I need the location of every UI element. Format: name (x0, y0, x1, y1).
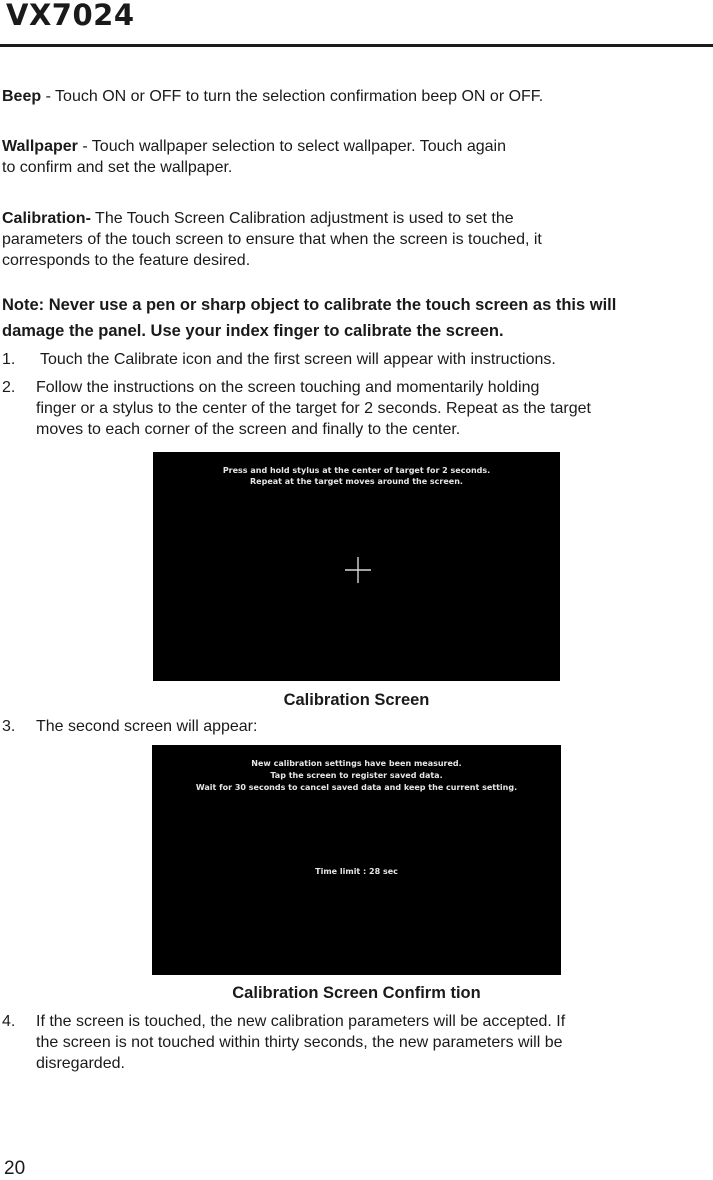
calibration-screen-caption: Calibration Screen (283, 691, 430, 709)
step-text-line: If the screen is touched, the new calibration parameters will be accepted. If (36, 1013, 566, 1030)
step-text-line: the screen is not touched within thirty seconds, the new parameters will be (36, 1034, 563, 1051)
screenshot-instruction-1: Press and hold stylus at the center of target for 2 seconds. (222, 466, 491, 475)
step-text-line: Follow the instructions on the screen touching and momentarily holding (36, 379, 540, 396)
wallpaper-text-2: to confirm and set the wallpaper. (2, 159, 233, 176)
crosshair-target-icon (345, 557, 371, 583)
screenshot-time-limit: Time limit : 28 sec (315, 867, 398, 876)
header-rule (0, 44, 713, 47)
note-line-2: damage the panel. Use your index finger to calibrate the screen. (2, 322, 504, 340)
screenshot-instruction-2: Repeat at the target moves around the screen. (250, 477, 463, 486)
beep-text: - Touch ON or OFF to turn the selection confirmation beep ON or OFF. (41, 88, 544, 105)
step-4 (2, 1011, 712, 1074)
page-number: 20 (4, 1158, 26, 1179)
confirmation-screenshot (152, 745, 561, 975)
screenshot-confirm-line-2: Tap the screen to register saved data. (270, 771, 443, 780)
step-number: 3. (2, 718, 16, 735)
step-text-line: finger or a stylus to the center of the target for 2 seconds. Repeat as the target (36, 400, 591, 417)
beep-term: Beep (2, 88, 42, 105)
step-number: 4. (2, 1013, 16, 1030)
calibration-text-1: The Touch Screen Calibration adjustment is used to set the (90, 210, 514, 227)
wallpaper-text-1: - Touch wallpaper selection to select wallpaper. Touch again (77, 138, 506, 155)
screenshot-confirm-line-1: New calibration settings have been measured. (251, 759, 462, 768)
calibration-text-2: parameters of the touch screen to ensure that when the screen is touched, it (2, 231, 542, 248)
screenshot-confirm-line-3: Wait for 30 seconds to cancel saved data and keep the current setting. (195, 783, 518, 792)
calibration-term: Calibration- (2, 210, 91, 227)
wallpaper-term: Wallpaper (2, 138, 78, 155)
confirmation-screen-caption: Calibration Screen Confirm tion (232, 984, 481, 1002)
model-title: VX7024 (6, 0, 135, 32)
warning-note (2, 292, 712, 344)
step-3 (2, 716, 712, 737)
step-text-line: moves to each corner of the screen and finally to the center. (36, 421, 461, 438)
calibration-paragraph (2, 208, 542, 271)
step-number: 1. (2, 351, 16, 368)
wallpaper-paragraph (2, 136, 506, 178)
calibration-text-3: corresponds to the feature desired. (2, 252, 251, 269)
step-1 (2, 349, 712, 370)
note-line-1: Note: Never use a pen or sharp object to calibrate the touch screen as this will (2, 296, 617, 314)
beep-paragraph (2, 86, 543, 107)
step-text-line: disregarded. (36, 1055, 125, 1072)
step-text: Touch the Calibrate icon and the first screen will appear with instructions. (40, 351, 556, 368)
step-2 (2, 377, 712, 440)
calibration-screenshot (153, 452, 560, 681)
step-number: 2. (2, 379, 16, 396)
step-text: The second screen will appear: (36, 718, 258, 735)
